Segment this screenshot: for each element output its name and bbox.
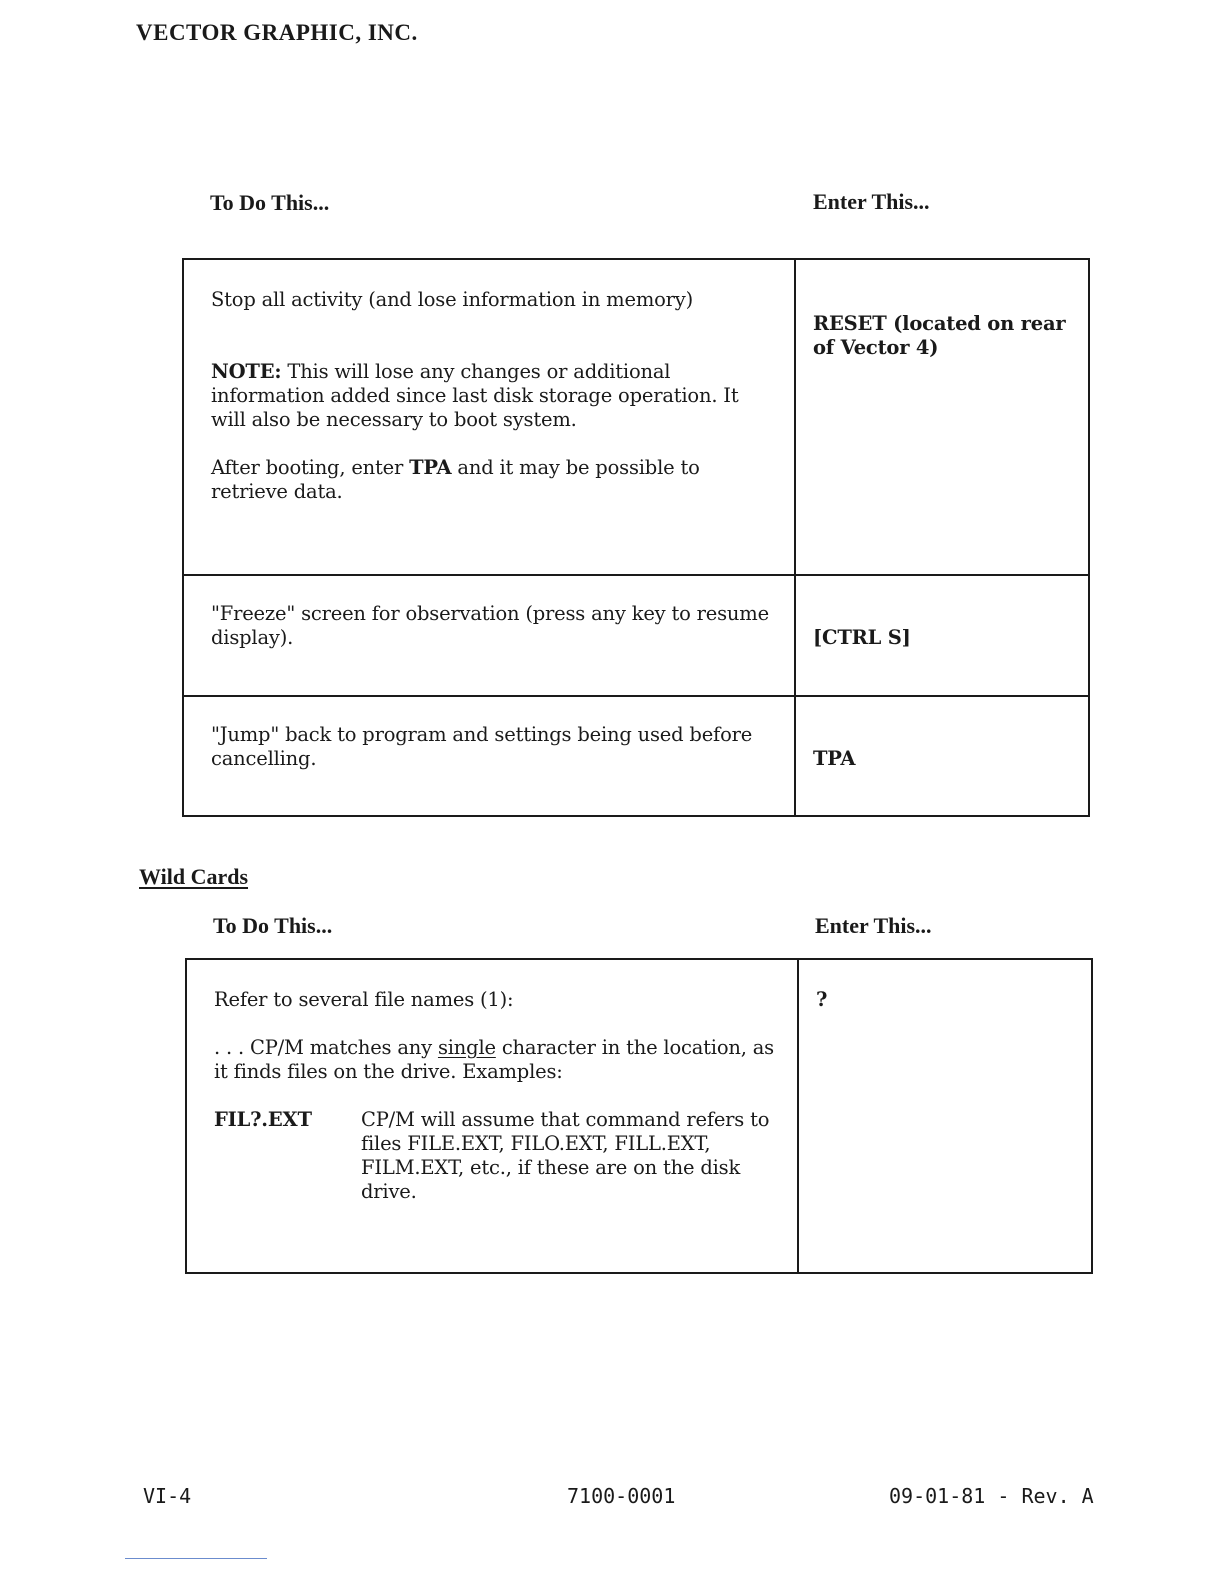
table-row <box>183 575 1089 696</box>
entry-value: [CTRL S] <box>813 626 911 649</box>
example-pattern: FIL?.EXT <box>214 1108 312 1131</box>
column-header-to-do: To Do This... <box>213 913 333 938</box>
note-paragraph <box>211 360 774 432</box>
example-row <box>214 1108 777 1204</box>
after-booting-paragraph <box>211 456 774 504</box>
entry-cell <box>795 259 1089 575</box>
tpa-keyword: TPA <box>409 456 452 479</box>
document-number: 7100-0001 <box>567 1484 676 1508</box>
wildcard-detail-text-end: character in the location, as it finds files on the drive. Examples: <box>214 1036 774 1083</box>
action-cell <box>183 259 795 575</box>
wildcard-detail-text: . . . CP/M matches any <box>214 1036 438 1059</box>
note-label: NOTE: <box>211 360 282 383</box>
commands-table <box>182 258 1090 817</box>
table-row <box>186 959 1092 1273</box>
entry-cell <box>795 575 1089 696</box>
single-emphasis: single <box>437 1036 496 1059</box>
entry-value: RESET (located on rear of Vector 4) <box>813 312 1066 359</box>
action-cell <box>183 696 795 816</box>
wildcard-detail <box>214 1036 777 1084</box>
example-description: CP/M will assume that command refers to files FILE.EXT, FILO.EXT, FILL.EXT, FILM.EXT, etc., if these are on the disk drive. <box>361 1108 770 1203</box>
entry-cell <box>795 696 1089 816</box>
after-booting-text: After booting, enter <box>211 456 410 479</box>
entry-cell <box>798 959 1092 1273</box>
revision-date: 09-01-81 - Rev. A <box>889 1484 1094 1508</box>
column-header-enter: Enter This... <box>815 913 932 938</box>
after-booting-text-end: and it may be possible to retrieve data. <box>211 456 700 503</box>
table-row <box>183 696 1089 816</box>
bottom-rule <box>125 1558 267 1559</box>
table-row <box>183 259 1089 575</box>
entry-value: ? <box>816 988 828 1011</box>
wild-cards-table <box>185 958 1093 1274</box>
column-header-to-do: To Do This... <box>210 190 330 215</box>
action-description: Refer to several file names (1): <box>214 988 514 1011</box>
action-description: Stop all activity (and lose information in memory) <box>211 288 693 311</box>
action-description: "Freeze" screen for observation (press any key to resume display). <box>211 602 769 649</box>
company-name: VECTOR GRAPHIC, INC. <box>136 20 418 45</box>
page-number: VI-4 <box>143 1484 192 1508</box>
note-text: This will lose any changes or additional information added since last disk storage operation. It will also be necessary to boot system. <box>211 360 739 431</box>
section-title-wild-cards: Wild Cards <box>139 864 249 889</box>
action-cell <box>186 959 798 1273</box>
column-header-enter: Enter This... <box>813 189 930 214</box>
entry-value: TPA <box>813 747 856 770</box>
action-description: "Jump" back to program and settings being used before cancelling. <box>211 723 753 770</box>
action-cell <box>183 575 795 696</box>
